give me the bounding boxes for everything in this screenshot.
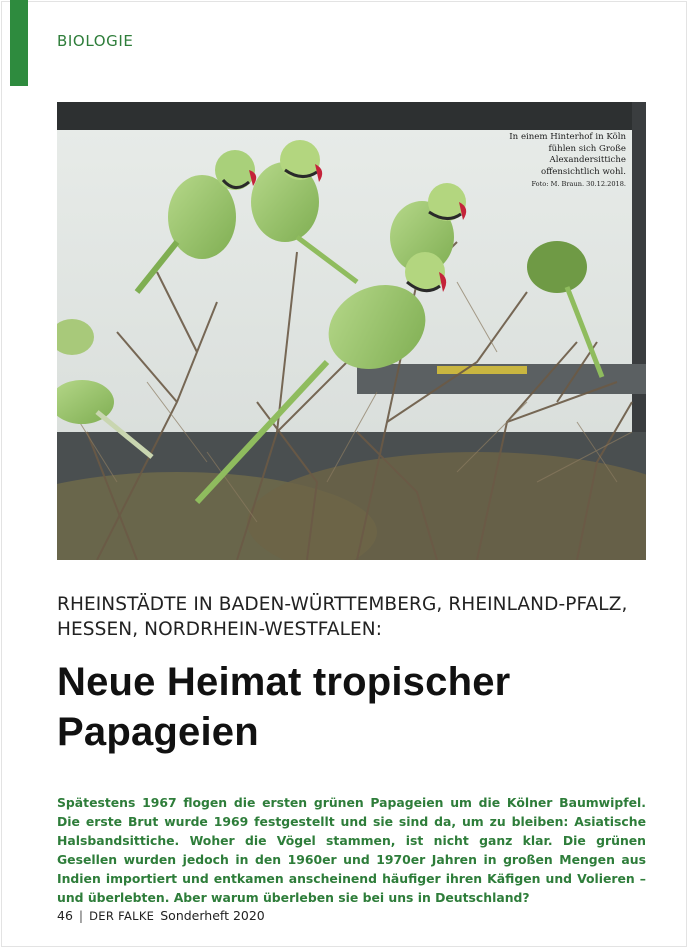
article-lead: Spätestens 1967 flogen die ersten grünen Papageien um die Kölner Baumwipfel. Die erste Brut wurde 1969 festgestellt und sie sind da, um zu bleiben: Asiatische Halsbandsittiche. Woher die Vögel stammen, ist nicht ganz klar. Die grünen Gesellen wurden jedoch in den 1960er und 1970er Jahren in großen Mengen aus Indien importiert und entkamen anscheinend häufiger ihren Käfigen und Volieren – und überlebten. Aber warum überleben sie bei uns in Deutschland? bbox=[57, 795, 646, 905]
photo-caption bbox=[508, 132, 626, 188]
parakeet-photo bbox=[57, 102, 646, 560]
footer-separator: | bbox=[78, 908, 84, 923]
page-number: 46 bbox=[57, 908, 73, 923]
article-kicker: RHEINSTÄDTE IN BADEN-WÜRTTEMBERG, RHEINLAND-PFALZ, HESSEN, NORDRHEIN-WESTFALEN: bbox=[57, 594, 628, 640]
section-label: BIOLOGIE bbox=[57, 32, 134, 50]
issue-name: Sonderheft 2020 bbox=[160, 908, 265, 923]
caption-text: In einem Hinterhof in Köln fühlen sich Große Alexandersittiche offensichtlich wohl. bbox=[509, 132, 626, 177]
section-color-bar bbox=[10, 0, 28, 86]
article-headline: Neue Heimat tropischer Papageien bbox=[57, 660, 511, 754]
photo-credit: Foto: M. Braun. 30.12.2018. bbox=[531, 180, 626, 188]
magazine-name: DER FALKE bbox=[89, 908, 155, 923]
page-footer bbox=[57, 908, 265, 923]
